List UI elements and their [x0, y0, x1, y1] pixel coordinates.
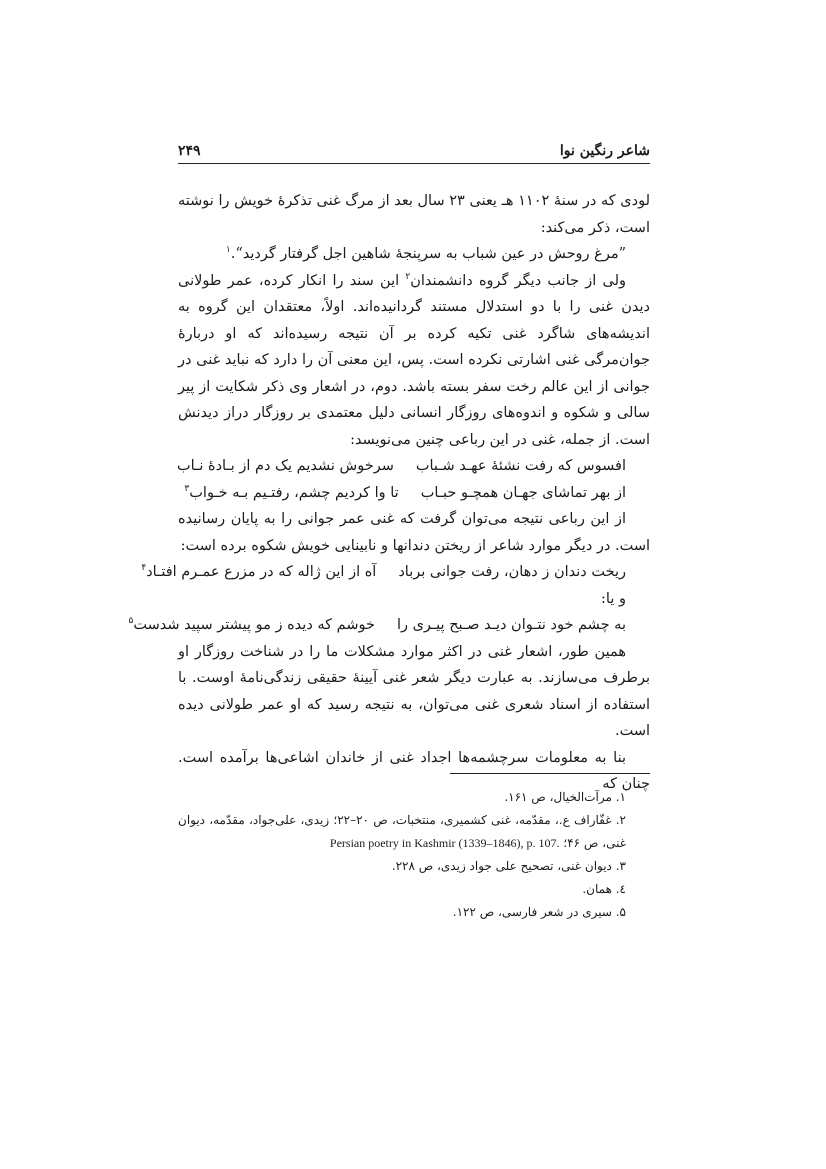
paragraph	[178, 268, 650, 454]
hemistich-text: آه از این ژاله که در مزرع عمـرم افتـاد	[146, 564, 377, 580]
footnote-ref: ۲	[405, 271, 411, 282]
hemistich	[129, 612, 375, 639]
hemistich: به چشم خود نتـوان دیـد صـبح پیـری را	[396, 617, 626, 633]
paragraph: از این رباعی نتیجه می‌توان گرفت که غنی عمر جوانی را به پایان رسانیده است. در دیگر موارد شاعر از ریختن دندانها و نابینایی خویش شکوه برده است:	[178, 511, 650, 554]
footnote-english-ref: Persian poetry in Kashmir (1339–1846), p. 107.	[329, 836, 560, 850]
footnote-2	[178, 809, 650, 855]
hemistich-text: تا وا کردیم چشم، رفتـیم بـه خـواب	[189, 484, 399, 501]
footnote-ref: ۴	[141, 563, 147, 574]
hemistich: از بهر تماشای جهـان همچـو حبـاب	[420, 484, 626, 501]
paragraph: همین طور، اشعار غنی در اکثر موارد مشکلات ما را در شناخت روزگار او برطرف می‌سازند. به عبارت دیگر شعر غنی آیینهٔ حقیقی زندگی‌نامهٔ اوست. با استفاده از اسناد شعری غنی می‌توان، به نتیجه رسید که او عمر طولانی دیده است.	[178, 643, 650, 739]
verse-line	[128, 612, 650, 639]
footnote-1: ۱. مرآت‌الخیال، ص ۱۶۱.	[504, 790, 626, 804]
paragraph: بنا به معلومات سرچشمه‌ها اجداد غنی از خاندان اشاعی‌ها برآمده است. چنان که	[178, 749, 650, 792]
paragraph: لودی که در سنهٔ ۱۱۰۲ هـ یعنی ۲۳ سال بعد از مرگ غنی تذکرهٔ خویش را نوشته است، ذکر می‌کند:	[178, 193, 650, 236]
quote-text: ”مرغ روحش در عین شباب به سرپنجهٔ شاهین اجل گرفتار گردید“.	[230, 246, 626, 262]
body-text	[128, 188, 650, 798]
hemistich: ریخت دندان ز دهان، رفت جوانی برباد	[398, 564, 626, 580]
paragraph: و یا:	[601, 590, 626, 607]
paragraph-text: ولی از جانب دیگر گروه دانشمندان	[410, 272, 626, 289]
footnotes	[178, 786, 650, 924]
hemistich: افسوس که رفت نشئهٔ عهـد شـباب	[415, 458, 626, 474]
footnote-4: ٤. همان.	[582, 882, 626, 896]
footnote-text: ۲. غفّاراف ع.، مقدّمه، غنی کشمیری، منتخبات، ص ۲۰–۲۲؛ زیدی، علی‌جواد، مقدّمه، دیوان غنی، ص ۴۶؛	[178, 813, 626, 850]
verse-line	[178, 453, 650, 480]
hemistich	[141, 559, 376, 586]
verse-line	[178, 480, 650, 507]
hemistich-text: خوشم که دیده ز مو پیشتر سپید شدست	[133, 617, 375, 633]
footnote-ref: ۳	[184, 483, 190, 494]
hemistich	[184, 480, 398, 507]
footnote-ref: ۱	[225, 245, 231, 256]
paragraph-text: این سند را انکار کرده، عمر طولانی دیدن غنی را با دو استدلال مستند گردانیده‌اند. اولاً، معتقدان این گروه به اندیشه‌های شاگرد غنی تکیه کرده بر آن نتیجه رسیده‌اند که او دربارهٔ جوان‌مرگی غنی اشارتی نکرده است. پس، این معنی آن را دارد که نباید غنی در جوانی از این عالم رخت سفر بسته باشد. دوم، در اشعار وی ذکر شکایت از پیر سالی و شکوه و اندوه‌های روزگار انسانی دلیل معتمدی بر روزگار دراز دیدنش است. از جمله، غنی در این رباعی چنین می‌نویسد:	[178, 272, 650, 448]
verse-line	[141, 559, 650, 586]
running-header	[178, 141, 650, 164]
footnote-separator	[450, 773, 650, 774]
footnote-5: ۵. سیری در شعر فارسی، ص ۱۲۲.	[452, 905, 626, 919]
running-title: شاعر رنگین نوا	[559, 143, 650, 159]
footnote-ref: ۵	[128, 616, 134, 627]
prose-quote	[178, 241, 650, 268]
footnote-3: ۳. دیوان غنی، تصحیح علی جواد زیدی، ص ۲۲۸.	[391, 859, 626, 873]
page-number: ۲۴۹	[178, 143, 201, 159]
hemistich: سرخوش نشدیم یک دم از بـادهٔ نـاب	[177, 458, 394, 474]
